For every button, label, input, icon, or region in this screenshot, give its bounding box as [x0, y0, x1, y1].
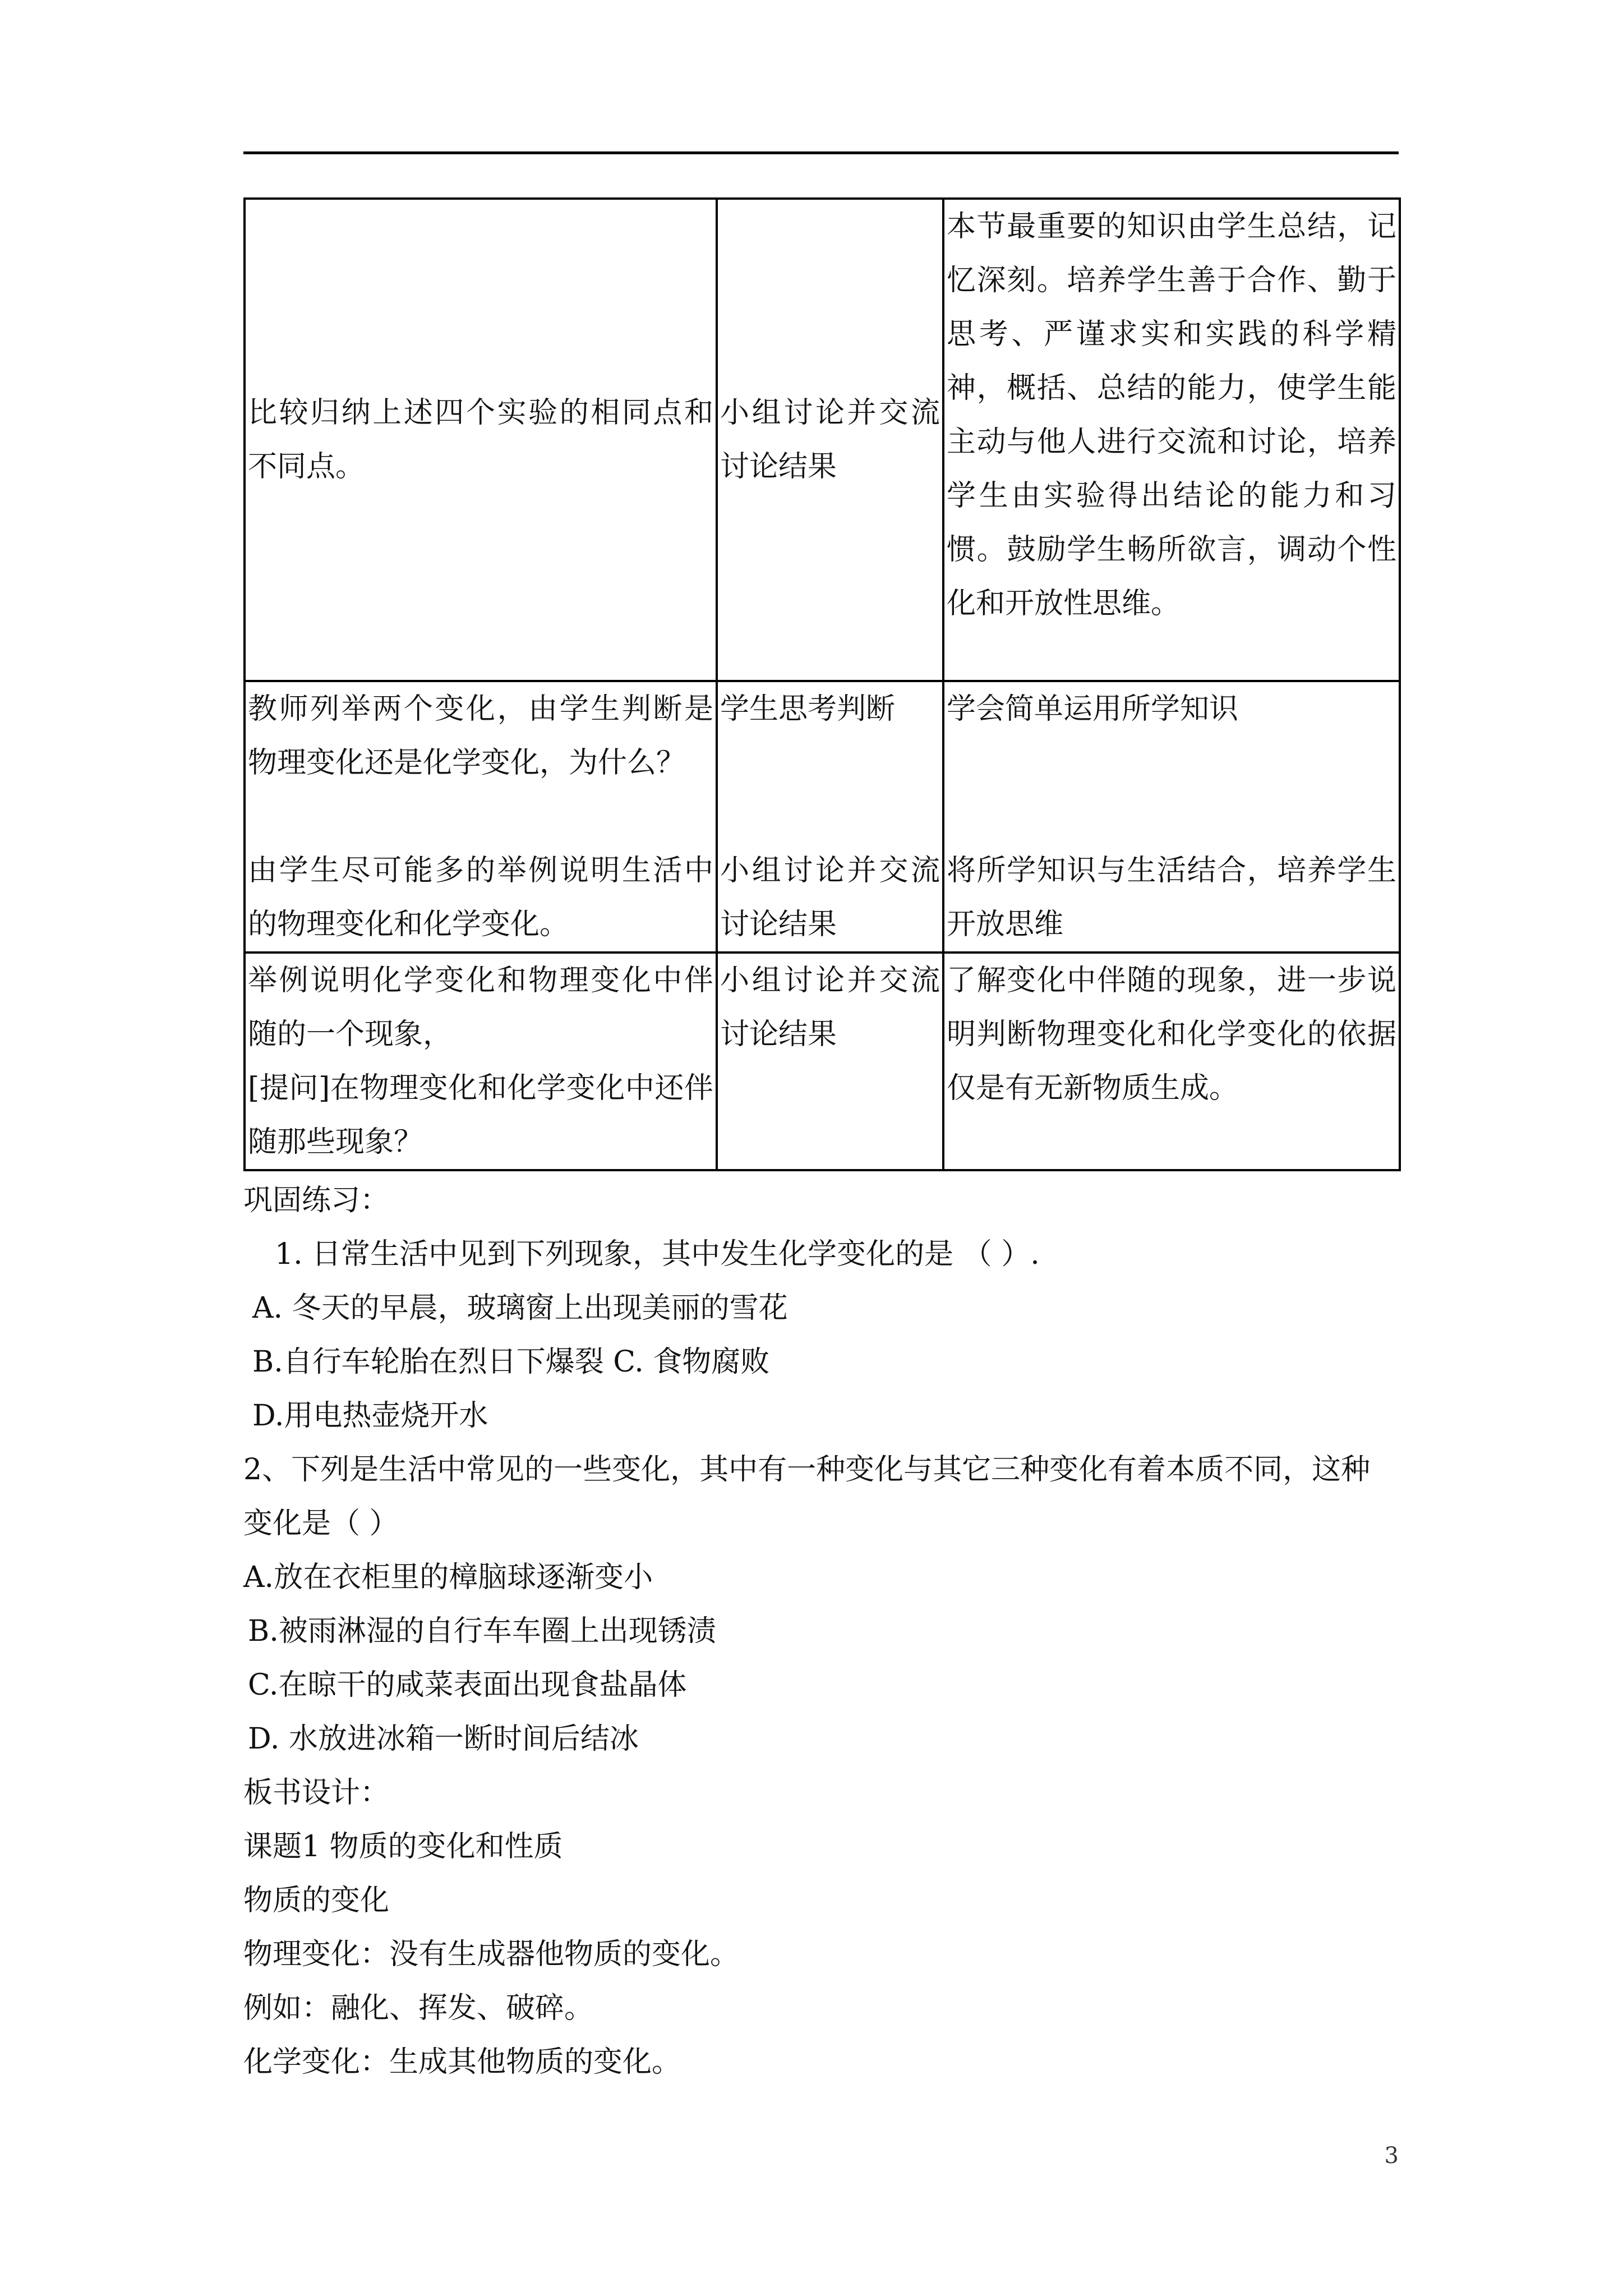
option-1bc: B.自行车轮胎在烈日下爆裂 C. 食物腐败: [252, 1345, 770, 1379]
board-chemical: 化学变化：生成其他物质的变化。: [243, 2045, 681, 2079]
option-2d: D. 水放进冰箱一断时间后结冰: [248, 1722, 639, 1756]
table-row: [245, 681, 1400, 953]
question-1: 1. 日常生活中见到下列现象，其中发生化学变化的是 （ ）.: [275, 1237, 1040, 1271]
student-cell: 学生思考判断 小组讨论并交流讨论结果: [717, 681, 943, 953]
activity-cell: 举例说明化学变化和物理变化中伴随的一个现象， [提问]在物理变化和化学变化中还伴随那些现象？: [245, 953, 717, 1170]
page-number: 3: [1384, 2143, 1399, 2169]
student-cell: 小组讨论并交流讨论结果: [717, 953, 943, 1170]
student-cell: 小组讨论并交流讨论结果: [717, 199, 943, 681]
board-heading: 板书设计：: [243, 1776, 390, 1810]
table-row: [245, 199, 1400, 681]
activity-cell: 比较归纳上述四个实验的相同点和不同点。: [245, 199, 717, 681]
option-2c: C.在晾干的咸菜表面出现食盐晶体: [248, 1668, 687, 1702]
option-1a: A. 冬天的早晨，玻璃窗上出现美丽的雪花: [252, 1291, 788, 1325]
lesson-table: [243, 197, 1401, 1171]
option-2b: B.被雨淋湿的自行车车圈上出现锈渍: [248, 1614, 716, 1648]
purpose-cell: 了解变化中伴随的现象，进一步说明判断物理变化和化学变化的依据仅是有无新物质生成。: [943, 953, 1400, 1170]
header-rule: [243, 151, 1399, 154]
purpose-cell: 学会简单运用所学知识 将所学知识与生活结合，培养学生开放思维: [943, 681, 1400, 953]
purpose-cell: 本节最重要的知识由学生总结，记忆深刻。培养学生善于合作、勤于思考、严谨求实和实践的科学精神，概括、总结的能力，使学生能主动与他人进行交流和讨论，培养学生由实验得出结论的能力和习惯。鼓励学生畅所欲言，调动个性化和开放性思维。: [943, 199, 1400, 681]
table-row: [245, 953, 1400, 1170]
board-subheading: 物质的变化: [243, 1884, 390, 1917]
board-physical: 物理变化：没有生成器他物质的变化。: [243, 1938, 740, 1971]
board-example: 例如：融化、挥发、破碎。: [243, 1991, 594, 2025]
activity-cell: 教师列举两个变化，由学生判断是物理变化还是化学变化，为什么？ 由学生尽可能多的举例说明生活中的物理变化和化学变化。: [245, 681, 717, 953]
exercises-heading: 巩固练习：: [243, 1184, 390, 1217]
question-2: 2、下列是生活中常见的一些变化，其中有一种变化与其它三种变化有着本质不同，这种变化是（ ）: [243, 1453, 1371, 1540]
board-topic: 课题1 物质的变化和性质: [243, 1830, 563, 1864]
exercises-section: [243, 1174, 1399, 2089]
option-1d: D.用电热壶烧开水: [252, 1399, 488, 1433]
option-2a: A.放在衣柜里的樟脑球逐渐变小: [243, 1561, 653, 1594]
